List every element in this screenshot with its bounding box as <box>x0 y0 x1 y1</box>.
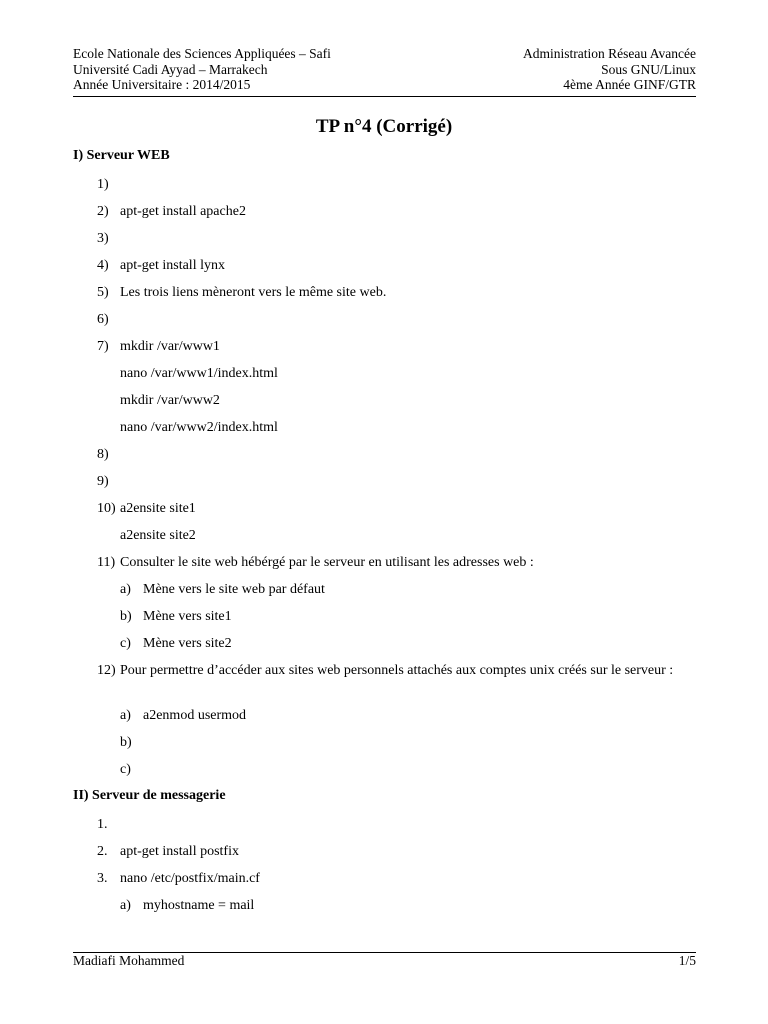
list-number: 2. <box>97 844 108 859</box>
sub-list-item: Mène vers site2 <box>143 636 232 651</box>
sub-list-letter: a) <box>120 708 131 723</box>
section-heading-mail: II) Serveur de messagerie <box>73 788 226 803</box>
section-heading-web: I) Serveur WEB <box>73 148 170 163</box>
list-item: mkdir /var/www1 <box>120 339 220 354</box>
list-item: apt-get install apache2 <box>120 204 246 219</box>
page-title: TP n°4 (Corrigé) <box>315 116 453 137</box>
list-number: 3. <box>97 871 108 886</box>
sub-list-item: Mène vers le site web par défaut <box>143 582 325 597</box>
list-number: 8) <box>97 447 109 462</box>
list-number: 7) <box>97 339 109 354</box>
header-row-1 <box>73 46 696 62</box>
list-item-continuation: mkdir /var/www2 <box>120 393 220 408</box>
list-item: a2ensite site1 <box>120 501 196 516</box>
header-subtitle: Sous GNU/Linux <box>601 61 696 77</box>
list-number: 6) <box>97 312 109 327</box>
sub-list-letter: b) <box>120 609 132 624</box>
list-number: 11) <box>97 555 116 570</box>
sub-list-item: myhostname = mail <box>143 898 255 913</box>
list-item-paragraph: Pour permettre d’accéder aux sites web personnels attachés aux comptes unix créés sur le serveur : <box>120 663 674 678</box>
header-course: Administration Réseau Avancée <box>523 46 696 61</box>
list-number: 4) <box>97 258 109 273</box>
header-divider <box>73 96 696 97</box>
header-year: Année Universitaire : 2014/2015 <box>73 77 251 92</box>
list-number: 10) <box>97 501 116 516</box>
sub-list-letter: b) <box>120 735 132 750</box>
list-number: 9) <box>97 474 109 489</box>
header-row-3 <box>73 77 696 93</box>
header-school: Ecole Nationale des Sciences Appliquées – Safi <box>73 46 331 61</box>
footer-author: Madiafi Mohammed <box>73 953 185 968</box>
sub-list-item: a2enmod usermod <box>143 708 247 723</box>
list-number: 12) <box>97 663 116 678</box>
list-number: 5) <box>97 285 109 300</box>
sub-list-letter: a) <box>120 582 131 597</box>
list-item-continuation: nano /var/www2/index.html <box>120 420 278 435</box>
list-item: apt-get install postfix <box>120 844 239 859</box>
sub-list-letter: a) <box>120 898 131 913</box>
header-row-2 <box>73 62 696 78</box>
list-item-continuation: nano /var/www1/index.html <box>120 366 278 381</box>
sub-list-letter: c) <box>120 636 131 651</box>
sub-list-letter: c) <box>120 762 131 777</box>
header-class: 4ème Année GINF/GTR <box>563 77 696 92</box>
header-university: Université Cadi Ayyad – Marrakech <box>73 61 268 77</box>
list-number: 3) <box>97 231 109 246</box>
list-number: 2) <box>97 204 109 219</box>
page-footer <box>73 953 696 969</box>
list-item: apt-get install lynx <box>120 258 225 273</box>
page-header <box>73 46 696 93</box>
list-number: 1. <box>97 817 108 832</box>
list-item-continuation: a2ensite site2 <box>120 528 196 543</box>
list-item: Consulter le site web hébérgé par le serveur en utilisant les adresses web : <box>120 555 534 570</box>
list-number: 1) <box>97 177 109 192</box>
sub-list-item: Mène vers site1 <box>143 609 232 624</box>
list-item: Les trois liens mèneront vers le même site web. <box>120 285 387 300</box>
page-number: 1/5 <box>678 953 696 968</box>
list-item: nano /etc/postfix/main.cf <box>120 871 260 886</box>
